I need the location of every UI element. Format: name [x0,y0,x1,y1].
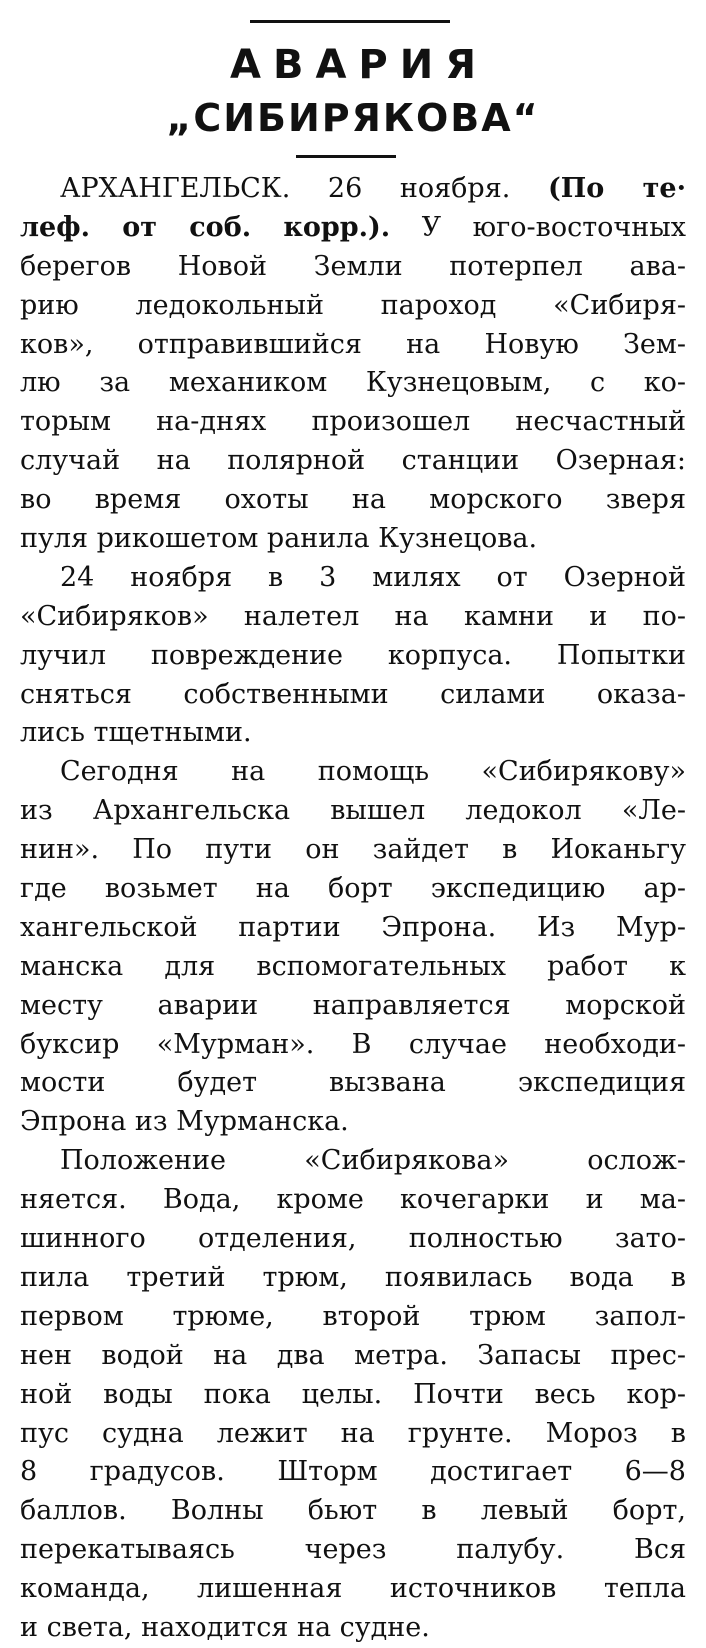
article-line: АРХАНГЕЛЬСК. 26 ноября. (По те· [60,173,686,204]
article-line: нен водой на два метра. Запасы прес- [20,1339,686,1371]
article-line: берегов Новой Земли потерпел ава- [20,250,686,282]
headline-line-2: „СИБИРЯКОВА“ [166,96,540,140]
article-line: «Сибиряков» налетел на камни и по- [20,600,686,632]
article-line: первом трюме, второй трюм запол- [20,1300,686,1332]
article-line: няется. Вода, кроме кочегарки и ма- [20,1184,686,1216]
article-line: команда, лишенная источников тепла [20,1573,686,1605]
article-line: манска для вспомогательных работ к [20,950,686,982]
article-line: из Архангельска вышел ледокол «Ле- [20,795,686,827]
headline-line-1: АВАРИЯ [230,42,488,88]
article-line: пуля рикошетом ранила Кузнецова. [20,523,538,555]
article-line: во время охоты на морского зверя [20,484,686,516]
article-line: ной воды пока целы. Почти весь кор- [20,1378,686,1410]
article-line: пила третий трюм, появилась вода в [20,1261,686,1293]
article-line: перекатываясь через палубу. Вся [20,1534,686,1566]
article-line: мости будет вызвана экспедиция [20,1067,686,1099]
article-line: месту аварии направляется морской [20,989,686,1021]
article-line: где возьмет на борт экспедицию ар- [20,873,686,905]
article-line: Положение «Сибирякова» ослож- [60,1145,686,1177]
article-line: нин». По пути он зайдет в Иоканьгу [20,834,686,866]
article-line: шинного отделения, полностью зато- [20,1223,686,1255]
article-line: торым на-днях произошел несчастный [20,406,686,438]
article-line: рию ледокольный пароход «Сибиря- [20,289,686,321]
article-body [20,170,686,1648]
article-line: леф. от соб. корр.). У юго-восточных [20,211,686,243]
article-line: баллов. Волны бьют в левый борт, [20,1495,686,1527]
article-line: 24 ноября в 3 милях от Озерной [60,561,686,593]
article-line: пус судна лежит на грунте. Мороз в [20,1417,686,1449]
article-line: 8 градусов. Шторм достигает 6—8 [20,1456,686,1488]
article-line: буксир «Мурман». В случае необходи- [20,1028,686,1060]
article-line: Эпрона из Мурманска. [20,1106,349,1138]
headline-divider-rule [296,155,396,158]
article-line: Сегодня на помощь «Сибирякову» [60,756,686,788]
article-line: лучил повреждение корпуса. Попытки [20,639,686,671]
article-line: случай на полярной станции Озерная: [20,445,686,477]
article-line: и света, находится на судне. [20,1611,430,1643]
top-divider-rule [250,20,450,23]
article-line: лю за механиком Кузнецовым, с ко- [20,367,686,399]
article-line: лись тщетными. [20,717,252,749]
article-line: сняться собственными силами оказа- [20,678,686,710]
article-line: ков», отправившийся на Новую Зем- [20,328,686,360]
article-line: хангельской партии Эпрона. Из Мур- [20,911,686,943]
